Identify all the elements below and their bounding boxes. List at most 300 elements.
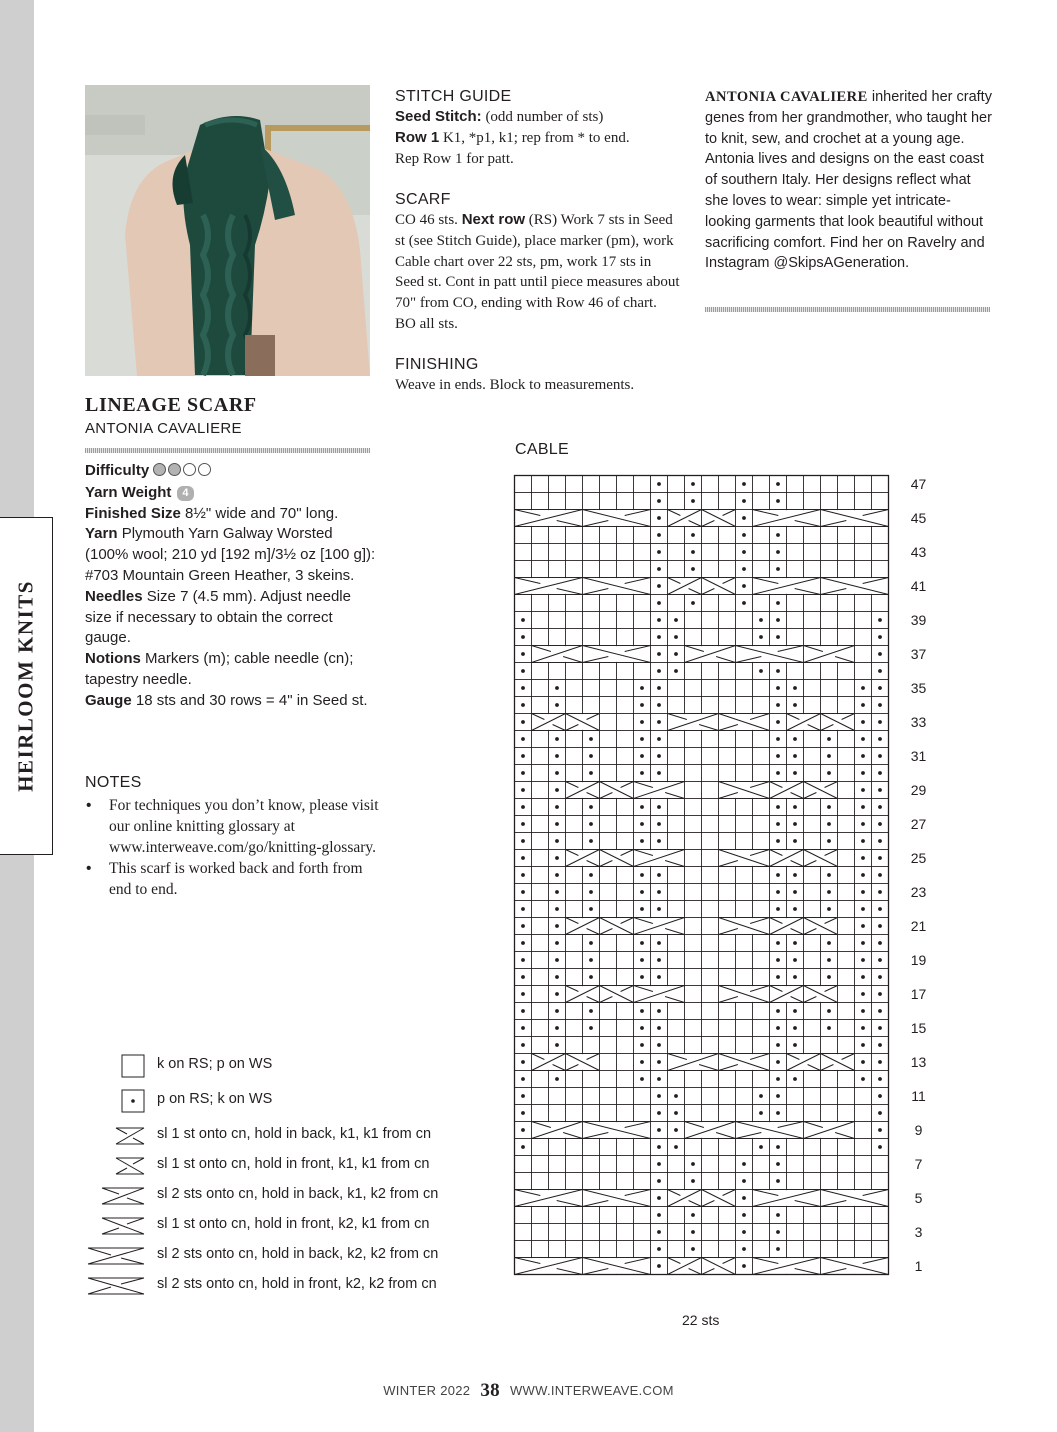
purl-stitch-mark [555, 686, 559, 690]
chart-cell [685, 1020, 702, 1037]
chart-cell [668, 1207, 685, 1224]
purl-stitch-mark [640, 703, 644, 707]
bio-divider [705, 307, 990, 312]
purl-stitch-mark [657, 669, 661, 673]
chart-cell [617, 731, 634, 748]
chart-cell [702, 952, 719, 969]
chart-cell [821, 697, 838, 714]
purl-stitch-mark [657, 873, 661, 877]
purl-stitch-mark [793, 890, 797, 894]
purl-stitch-mark [521, 737, 525, 741]
chart-cell [753, 833, 770, 850]
chart-cell [804, 1105, 821, 1122]
purl-stitch-mark [776, 1094, 780, 1098]
chart-cell [668, 527, 685, 544]
purl-stitch-mark [776, 1213, 780, 1217]
difficulty-dot-icon [198, 463, 211, 476]
chart-cell [532, 816, 549, 833]
purl-stitch-mark [742, 567, 746, 571]
purl-stitch-mark [521, 720, 525, 724]
purl-stitch-mark [691, 1162, 695, 1166]
chart-cell [872, 544, 889, 561]
purl-stitch-mark [776, 1145, 780, 1149]
chart-cell [838, 867, 855, 884]
chart-cell [804, 1241, 821, 1258]
legend-label: k on RS; p on WS [157, 1056, 273, 1072]
purl-stitch-mark [776, 1179, 780, 1183]
purl-stitch-mark [521, 975, 525, 979]
chart-cell [753, 867, 770, 884]
chart-cell [583, 1105, 600, 1122]
purl-stitch-mark [878, 924, 882, 928]
purl-stitch-mark [742, 550, 746, 554]
chart-cell [668, 1020, 685, 1037]
chart-cell [804, 476, 821, 493]
purl-stitch-mark [521, 635, 525, 639]
chart-cell [702, 493, 719, 510]
chart-cell [685, 1037, 702, 1054]
chart-cell [685, 901, 702, 918]
purl-stitch-mark [827, 958, 831, 962]
chart-cell [685, 867, 702, 884]
purl-stitch-mark [776, 482, 780, 486]
chart-cell [838, 680, 855, 697]
chart-cell [583, 1224, 600, 1241]
chart-cell [600, 1071, 617, 1088]
chart-cell [549, 1139, 566, 1156]
chart-cell [617, 1241, 634, 1258]
chart-cell [702, 1224, 719, 1241]
purl-stitch-mark [878, 1060, 882, 1064]
row-label: 35 [910, 680, 927, 696]
left-cross-2-2-icon [85, 1272, 147, 1298]
chart-cell [617, 1207, 634, 1224]
chart-cell [685, 680, 702, 697]
difficulty-rating [153, 462, 213, 483]
chart-cell [719, 765, 736, 782]
chart-cell [532, 986, 549, 1003]
purl-stitch-mark [827, 771, 831, 775]
purl-stitch-mark [793, 1026, 797, 1030]
purl-stitch-mark [657, 1043, 661, 1047]
purl-stitch-mark [555, 788, 559, 792]
chart-cell [719, 629, 736, 646]
row-label: 17 [910, 986, 927, 1002]
chart-cell [685, 935, 702, 952]
purl-stitch-mark [776, 1060, 780, 1064]
chart-cell [787, 1156, 804, 1173]
purl-stitch-mark [878, 720, 882, 724]
chart-cell [855, 476, 872, 493]
chart-cell [668, 697, 685, 714]
purl-stitch-mark [589, 754, 593, 758]
chart-cell [855, 527, 872, 544]
purl-stitch-mark [589, 1009, 593, 1013]
chart-cell [634, 1156, 651, 1173]
row-label: 13 [910, 1054, 927, 1070]
chart-cell [787, 663, 804, 680]
chart-cell [532, 952, 549, 969]
chart-cell [804, 663, 821, 680]
purl-stitch-mark [657, 1128, 661, 1132]
purl-stitch-mark [521, 1111, 525, 1115]
chart-cell [804, 680, 821, 697]
chart-cell [702, 935, 719, 952]
purl-stitch-mark [878, 958, 882, 962]
chart-cell [736, 833, 753, 850]
purl-stitch-mark [827, 822, 831, 826]
purl-stitch-mark [776, 635, 780, 639]
chart-cell [804, 1173, 821, 1190]
chart-cell [787, 1139, 804, 1156]
chart-cell [702, 918, 719, 935]
chart-cell [600, 663, 617, 680]
chart-cell [804, 1224, 821, 1241]
purl-stitch-mark [589, 839, 593, 843]
chart-cell [583, 1139, 600, 1156]
chart-cell [753, 969, 770, 986]
purl-stitch-mark [657, 720, 661, 724]
purl-stitch-mark [759, 1111, 763, 1115]
chart-cell [566, 1224, 583, 1241]
chart-cell [668, 561, 685, 578]
right-cross-2-2-icon [85, 1242, 147, 1268]
purl-stitch-mark [878, 1145, 882, 1149]
purl-stitch-mark [878, 907, 882, 911]
chart-cell [566, 1037, 583, 1054]
finished-size-value: 8½" wide and 70" long. [185, 504, 339, 522]
chart-cell [804, 833, 821, 850]
purl-stitch-mark [742, 1230, 746, 1234]
difficulty-dot-icon [153, 463, 166, 476]
purl-stitch-mark [640, 907, 644, 911]
purl-stitch-mark [555, 1026, 559, 1030]
gauge-line [85, 691, 380, 712]
purl-stitch-mark [521, 669, 525, 673]
purl-stitch-mark [521, 924, 525, 928]
issue-label: WINTER 2022 [383, 1383, 471, 1398]
pattern-specs [85, 461, 380, 712]
chart-cell [719, 731, 736, 748]
purl-symbol-icon [85, 1087, 147, 1113]
chart-cell [821, 1173, 838, 1190]
chart-cell [583, 1156, 600, 1173]
chart-cell [532, 595, 549, 612]
chart-cell [566, 816, 583, 833]
purl-stitch-mark [861, 1060, 865, 1064]
chart-cell [719, 952, 736, 969]
purl-stitch-mark [878, 805, 882, 809]
chart-cell [702, 595, 719, 612]
chart-cell [804, 1071, 821, 1088]
purl-stitch-mark [742, 1264, 746, 1268]
purl-stitch-mark [640, 975, 644, 979]
chart-cell [668, 1003, 685, 1020]
purl-stitch-mark [657, 618, 661, 622]
purl-stitch-mark [776, 1162, 780, 1166]
chart-cell [668, 765, 685, 782]
purl-stitch-mark [793, 1077, 797, 1081]
chart-cell [600, 1241, 617, 1258]
chart-cell [702, 544, 719, 561]
purl-stitch-mark [521, 771, 525, 775]
purl-stitch-mark [776, 1230, 780, 1234]
website-link[interactable]: WWW.INTERWEAVE.COM [509, 1383, 674, 1398]
chart-cell [617, 1156, 634, 1173]
purl-stitch-mark [793, 873, 797, 877]
chart-cell [549, 663, 566, 680]
legend-item-2-2-rc [85, 1242, 475, 1268]
purl-stitch-mark [521, 652, 525, 656]
purl-stitch-mark [878, 1094, 882, 1098]
purl-stitch-mark [640, 1043, 644, 1047]
chart-cell [838, 799, 855, 816]
purl-stitch-mark [555, 822, 559, 826]
difficulty-label: Difficulty [85, 462, 150, 479]
chart-cell [702, 1071, 719, 1088]
yarn-value: Plymouth Yarn Galway Worsted (100% wool; 210 yd [192 m]/3½ oz [100 g]): #703 Mountain Green Heather, 3 skeins. [85, 525, 376, 584]
chart-cell [753, 816, 770, 833]
chart-cell [702, 1139, 719, 1156]
chart-cell [838, 1071, 855, 1088]
difficulty-line [85, 461, 380, 483]
purl-stitch-mark [657, 1247, 661, 1251]
chart-cell [600, 748, 617, 765]
section-label: HEIRLOOM KNITS [13, 580, 38, 792]
chart-cell [753, 799, 770, 816]
chart-cell [668, 935, 685, 952]
purl-stitch-mark [521, 1009, 525, 1013]
chart-cell [804, 1207, 821, 1224]
chart-cell [532, 1139, 549, 1156]
chart-cell [736, 884, 753, 901]
chart-cell [719, 1224, 736, 1241]
chart-cell [634, 544, 651, 561]
purl-stitch-mark [555, 975, 559, 979]
purl-stitch-mark [793, 1009, 797, 1013]
purl-stitch-mark [521, 1145, 525, 1149]
chart-cell [719, 561, 736, 578]
purl-stitch-mark [878, 1043, 882, 1047]
chart-cell [719, 901, 736, 918]
chart-cell [787, 629, 804, 646]
chart-cell [532, 901, 549, 918]
purl-stitch-mark [657, 567, 661, 571]
chart-cell [634, 1224, 651, 1241]
purl-stitch-mark [776, 1043, 780, 1047]
chart-cell [838, 952, 855, 969]
chart-cell [719, 1156, 736, 1173]
purl-stitch-mark [742, 1196, 746, 1200]
chart-cell [753, 1020, 770, 1037]
row-label: 9 [914, 1122, 923, 1138]
chart-cell [634, 595, 651, 612]
chart-cell [685, 850, 702, 867]
yarn-weight-label: Yarn Weight [85, 483, 172, 501]
chart-cell [532, 884, 549, 901]
purl-stitch-mark [640, 1026, 644, 1030]
chart-cell [804, 969, 821, 986]
chart-cell [872, 476, 889, 493]
chart-cell [872, 493, 889, 510]
chart-cell [600, 1037, 617, 1054]
purl-stitch-mark [640, 958, 644, 962]
chart-cell [566, 935, 583, 952]
purl-stitch-mark [555, 805, 559, 809]
chart-cell [600, 595, 617, 612]
purl-stitch-mark [776, 550, 780, 554]
purl-stitch-mark [878, 618, 882, 622]
purl-stitch-mark [878, 652, 882, 656]
chart-cell [634, 612, 651, 629]
chart-cell [668, 476, 685, 493]
chart-cell [838, 918, 855, 935]
purl-stitch-mark [793, 686, 797, 690]
chart-cell [532, 748, 549, 765]
purl-stitch-mark [674, 669, 678, 673]
purl-stitch-mark [657, 805, 661, 809]
chart-cell [515, 1241, 532, 1258]
chart-cell [821, 476, 838, 493]
purl-stitch-mark [657, 499, 661, 503]
chart-cell [566, 595, 583, 612]
difficulty-dot-icon [168, 463, 181, 476]
chart-cell [855, 1207, 872, 1224]
chart-cell [872, 1173, 889, 1190]
chart-cell [736, 748, 753, 765]
chart-cell [566, 1071, 583, 1088]
purl-stitch-mark [827, 839, 831, 843]
chart-cell [532, 850, 549, 867]
purl-stitch-mark [521, 1094, 525, 1098]
purl-stitch-mark [555, 907, 559, 911]
purl-stitch-mark [878, 1111, 882, 1115]
purl-stitch-mark [878, 703, 882, 707]
chart-cell [804, 1003, 821, 1020]
chart-cell [736, 731, 753, 748]
needles-value: Size 7 (4.5 mm). Adjust needle size if necessary to obtain the correct gauge. [85, 587, 351, 647]
purl-stitch-mark [878, 890, 882, 894]
purl-stitch-mark [742, 1179, 746, 1183]
chart-cell [583, 1173, 600, 1190]
row-label: 11 [911, 1088, 926, 1104]
chart-cell [532, 969, 549, 986]
scarf-instructions [395, 210, 680, 335]
chart-cell [532, 697, 549, 714]
chart-cell [804, 1020, 821, 1037]
chart-cell [804, 595, 821, 612]
purl-stitch-mark [589, 822, 593, 826]
purl-stitch-mark [657, 1196, 661, 1200]
chart-cell [566, 1173, 583, 1190]
purl-stitch-mark [555, 771, 559, 775]
chart-cell [736, 1071, 753, 1088]
purl-stitch-mark [674, 1128, 678, 1132]
chart-cell [804, 816, 821, 833]
chart-cell [736, 1037, 753, 1054]
chart-cell [804, 629, 821, 646]
chart-cell [821, 663, 838, 680]
chart-cell [702, 1207, 719, 1224]
chart-cell [838, 833, 855, 850]
chart-cell [532, 782, 549, 799]
chart-cell [566, 527, 583, 544]
chart-cell [855, 561, 872, 578]
purl-stitch-mark [691, 567, 695, 571]
purl-stitch-mark [742, 601, 746, 605]
chart-cell [532, 1241, 549, 1258]
chart-cell [838, 561, 855, 578]
purl-stitch-mark [640, 754, 644, 758]
purl-stitch-mark [776, 890, 780, 894]
chart-cell [753, 680, 770, 697]
chart-cell [702, 1020, 719, 1037]
chart-cell [855, 1088, 872, 1105]
designer-name: ANTONIA CAVALIERE [85, 420, 242, 437]
purl-stitch-mark [776, 907, 780, 911]
chart-cell [600, 901, 617, 918]
chart-cell [702, 731, 719, 748]
chart-cell [838, 1156, 855, 1173]
chart-cell [515, 544, 532, 561]
chart-cell [719, 935, 736, 952]
purl-stitch-mark [674, 618, 678, 622]
chart-cell [838, 884, 855, 901]
right-cross-1-1-icon [85, 1122, 147, 1148]
chart-cell [515, 476, 532, 493]
chart-cell [617, 1054, 634, 1071]
chart-cell [787, 1173, 804, 1190]
seed-stitch-label: Seed Stitch: [395, 108, 482, 125]
chart-cell [719, 476, 736, 493]
chart-cell [855, 1122, 872, 1139]
row-label: 15 [910, 1020, 927, 1036]
purl-stitch-mark [657, 1179, 661, 1183]
chart-cell [702, 663, 719, 680]
purl-stitch-mark [555, 924, 559, 928]
row-label: 45 [910, 510, 927, 526]
legend-item-1-2-rc [85, 1182, 475, 1208]
chart-cell [804, 561, 821, 578]
chart-cell [668, 1224, 685, 1241]
chart-cell [634, 1241, 651, 1258]
chart-cell [702, 476, 719, 493]
needles-label: Needles [85, 587, 143, 605]
purl-stitch-mark [861, 941, 865, 945]
purl-stitch-mark [827, 890, 831, 894]
chart-cell [515, 527, 532, 544]
purl-stitch-mark [759, 1094, 763, 1098]
chart-cell [566, 1088, 583, 1105]
purl-stitch-mark [861, 907, 865, 911]
chart-cell [617, 901, 634, 918]
purl-stitch-mark [861, 771, 865, 775]
chart-cell [532, 731, 549, 748]
chart-cell [617, 561, 634, 578]
chart-cell [532, 1088, 549, 1105]
chart-cell [719, 1139, 736, 1156]
purl-stitch-mark [657, 771, 661, 775]
chart-cell [600, 612, 617, 629]
chart-cell [617, 1088, 634, 1105]
chart-cell [566, 901, 583, 918]
chart-cell [532, 833, 549, 850]
chart-cell [719, 612, 736, 629]
chart-cell [668, 1173, 685, 1190]
chart-cell [685, 986, 702, 1003]
chart-cell [838, 748, 855, 765]
purl-stitch-mark [691, 550, 695, 554]
